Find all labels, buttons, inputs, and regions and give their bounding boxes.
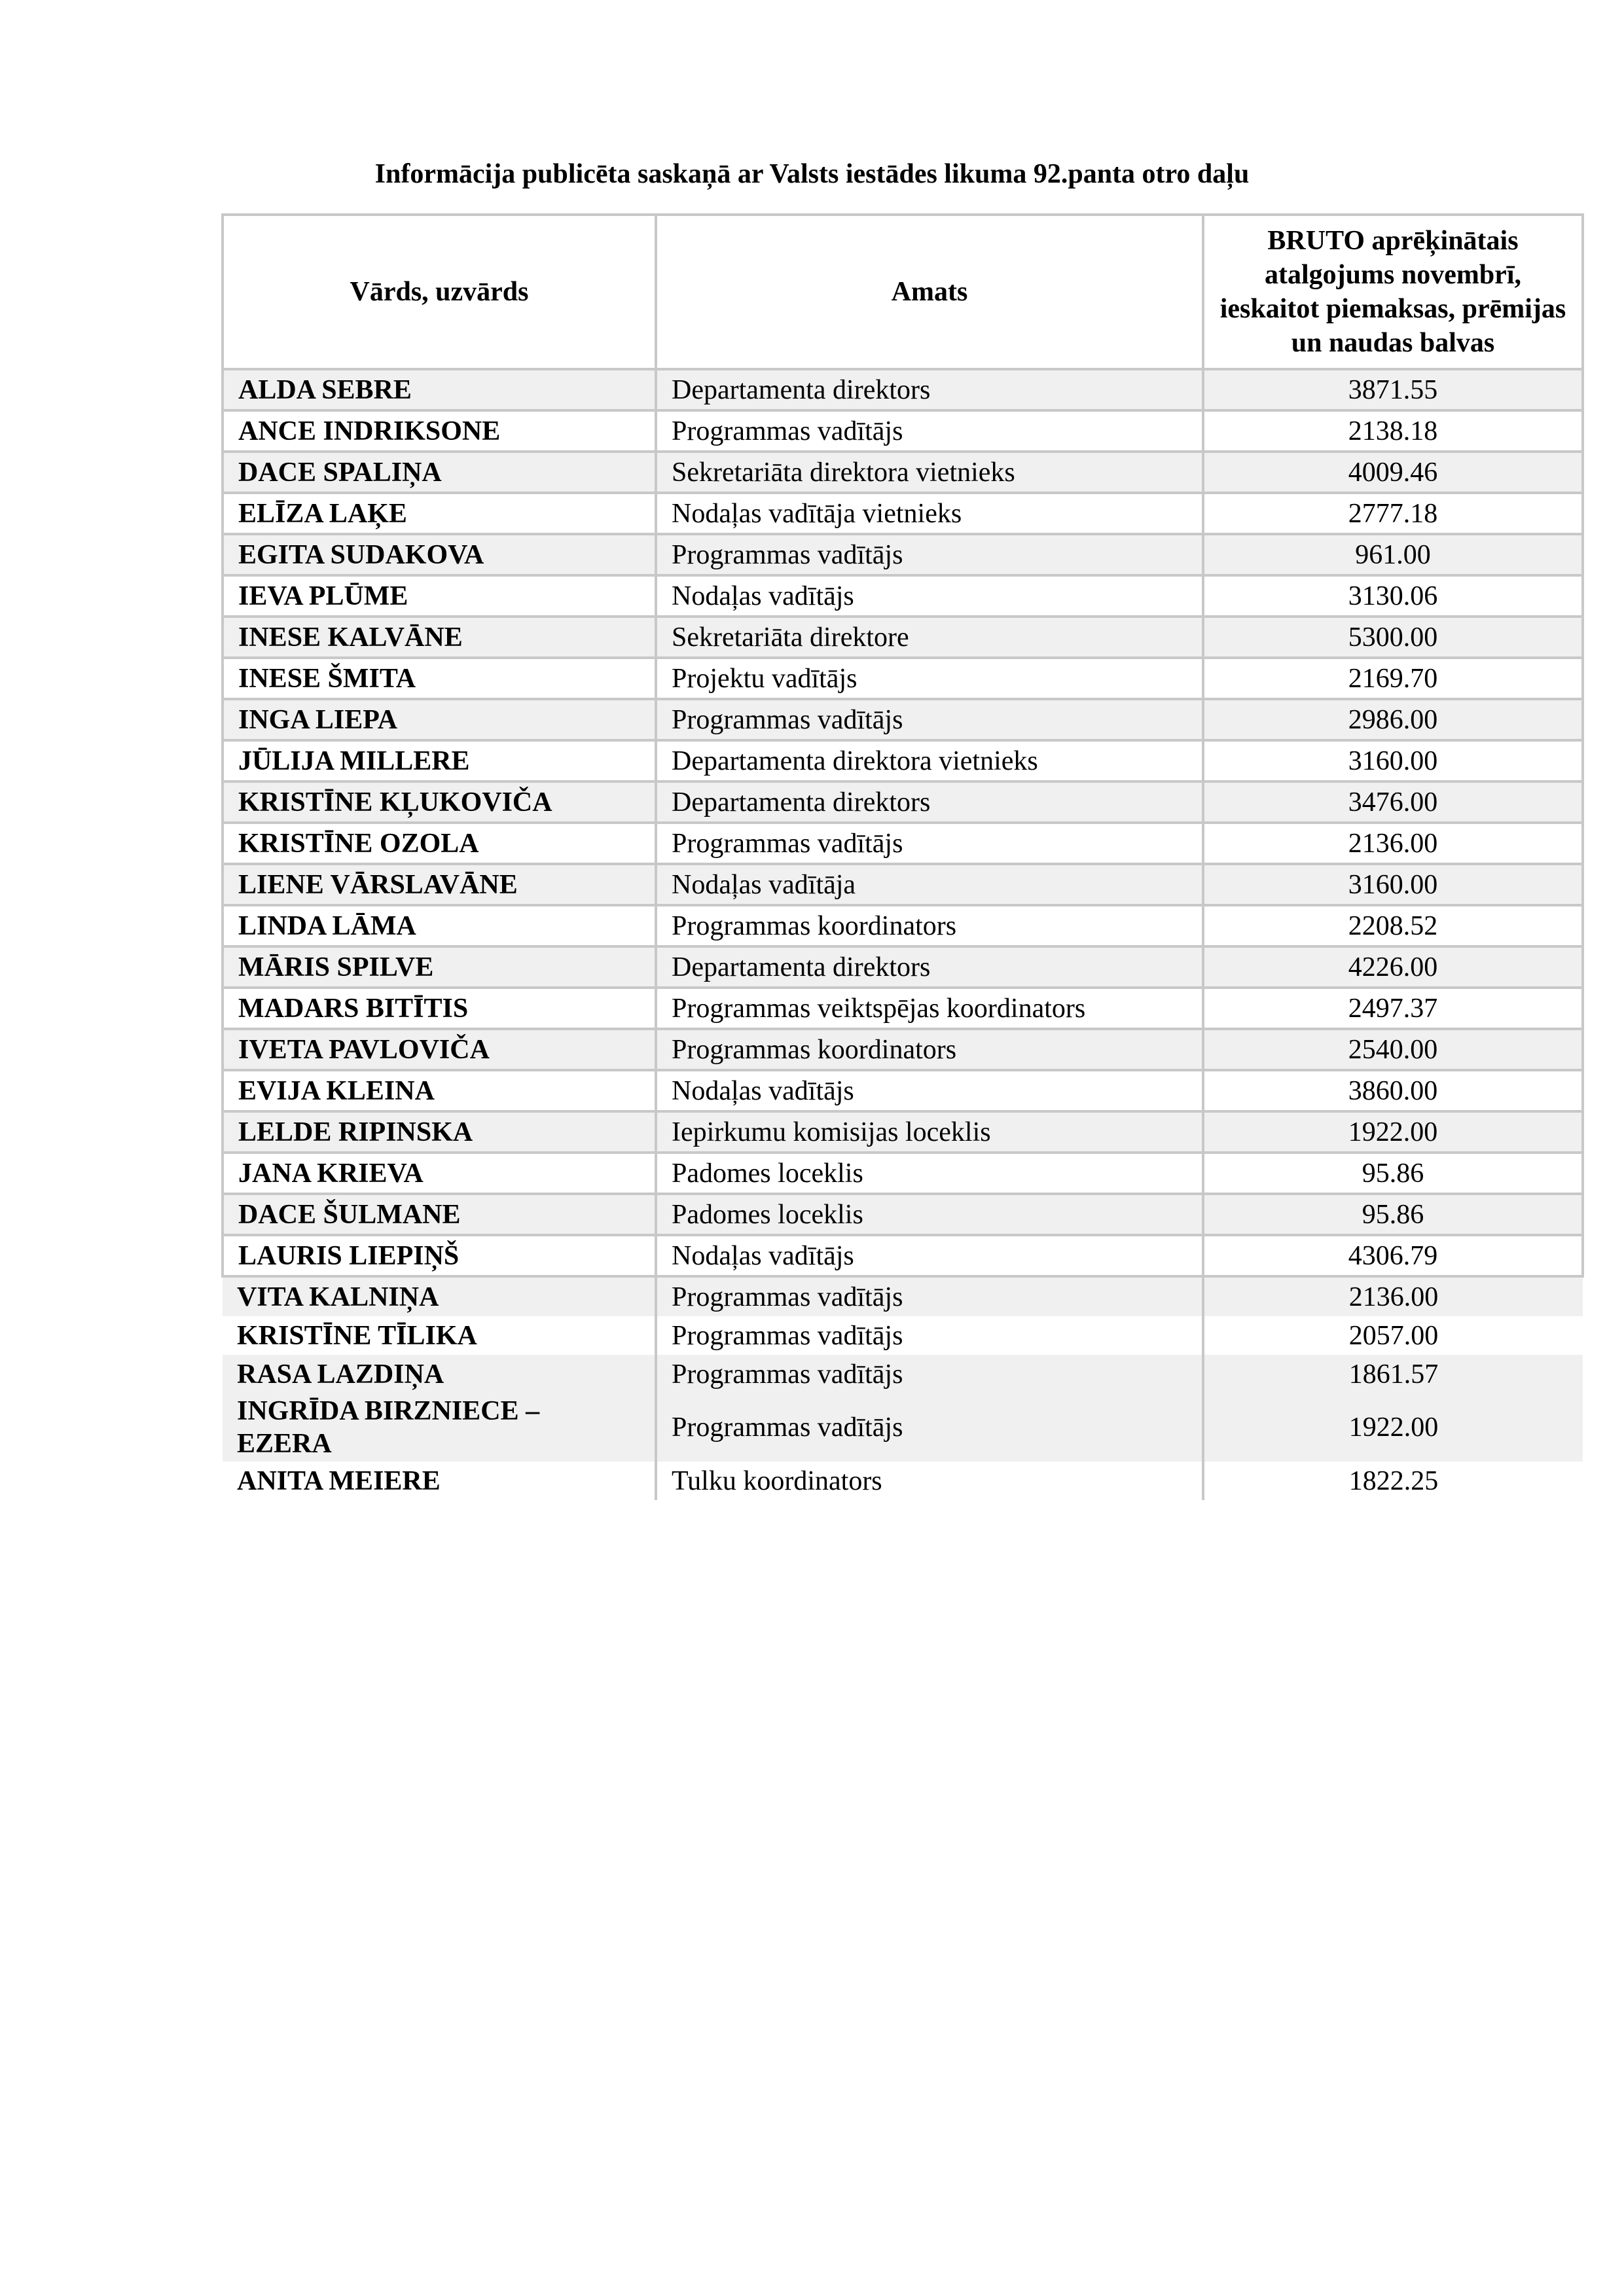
cell-position: Departamenta direktora vietnieks — [656, 740, 1203, 781]
cell-position: Nodaļas vadītājs — [656, 1235, 1203, 1276]
salary-table — [221, 213, 1584, 1500]
table-row — [223, 1111, 1583, 1153]
cell-position: Programmas vadītājs — [656, 699, 1203, 740]
cell-name: ANITA MEIERE — [223, 1462, 656, 1500]
table-header-row — [223, 215, 1583, 369]
cell-name: DACE ŠULMANE — [223, 1194, 656, 1235]
cell-position: Programmas vadītājs — [656, 410, 1203, 452]
cell-pay: 5300.00 — [1203, 617, 1583, 658]
cell-name: LAURIS LIEPIŅŠ — [223, 1235, 656, 1276]
cell-position: Tulku koordinators — [656, 1462, 1203, 1500]
cell-name: LELDE RIPINSKA — [223, 1111, 656, 1153]
cell-name: INGA LIEPA — [223, 699, 656, 740]
cell-position: Programmas veiktspējas koordinators — [656, 988, 1203, 1029]
cell-name: VITA KALNIŅA — [223, 1276, 656, 1316]
table-row — [223, 617, 1583, 658]
table-row — [223, 410, 1583, 452]
cell-name: LINDA LĀMA — [223, 905, 656, 946]
cell-name: ANCE INDRIKSONE — [223, 410, 656, 452]
cell-position: Iepirkumu komisijas loceklis — [656, 1111, 1203, 1153]
table-row — [223, 864, 1583, 905]
cell-pay: 3871.55 — [1203, 369, 1583, 410]
table-row — [223, 658, 1583, 699]
cell-position: Padomes loceklis — [656, 1194, 1203, 1235]
cell-pay: 1822.25 — [1203, 1462, 1583, 1500]
cell-pay: 2136.00 — [1203, 823, 1583, 864]
cell-position: Programmas koordinators — [656, 1029, 1203, 1070]
cell-position: Padomes loceklis — [656, 1153, 1203, 1194]
cell-pay: 2986.00 — [1203, 699, 1583, 740]
table-row — [223, 1393, 1583, 1462]
table-row — [223, 575, 1583, 617]
table-row — [223, 946, 1583, 988]
table-row — [223, 1235, 1583, 1276]
table-row — [223, 905, 1583, 946]
table-row — [223, 823, 1583, 864]
cell-name: ALDA SEBRE — [223, 369, 656, 410]
cell-name: JŪLIJA MILLERE — [223, 740, 656, 781]
cell-position: Programmas vadītājs — [656, 823, 1203, 864]
cell-pay: 2208.52 — [1203, 905, 1583, 946]
cell-pay: 2540.00 — [1203, 1029, 1583, 1070]
table-row — [223, 369, 1583, 410]
cell-name: KRISTĪNE KĻUKOVIČA — [223, 781, 656, 823]
cell-pay: 3160.00 — [1203, 864, 1583, 905]
cell-position: Programmas koordinators — [656, 905, 1203, 946]
header-name: Vārds, uzvārds — [223, 215, 656, 369]
table-row — [223, 699, 1583, 740]
cell-position: Nodaļas vadītāja vietnieks — [656, 493, 1203, 534]
cell-position: Programmas vadītājs — [656, 1393, 1203, 1462]
cell-position: Nodaļas vadītājs — [656, 575, 1203, 617]
cell-position: Programmas vadītājs — [656, 534, 1203, 575]
cell-position: Sekretariāta direktora vietnieks — [656, 452, 1203, 493]
cell-pay: 4009.46 — [1203, 452, 1583, 493]
cell-name: INESE KALVĀNE — [223, 617, 656, 658]
cell-name: ELĪZA LAĶE — [223, 493, 656, 534]
cell-name: EVIJA KLEINA — [223, 1070, 656, 1111]
cell-name: IVETA PAVLOVIČA — [223, 1029, 656, 1070]
cell-pay: 1922.00 — [1203, 1111, 1583, 1153]
cell-name: LIENE VĀRSLAVĀNE — [223, 864, 656, 905]
cell-pay: 95.86 — [1203, 1153, 1583, 1194]
cell-name: IEVA PLŪME — [223, 575, 656, 617]
cell-pay: 961.00 — [1203, 534, 1583, 575]
cell-position: Departamenta direktors — [656, 369, 1203, 410]
cell-name: INESE ŠMITA — [223, 658, 656, 699]
table-row — [223, 1316, 1583, 1355]
cell-name: DACE SPALIŅA — [223, 452, 656, 493]
cell-name: KRISTĪNE TĪLIKA — [223, 1316, 656, 1355]
cell-position: Nodaļas vadītāja — [656, 864, 1203, 905]
cell-pay: 95.86 — [1203, 1194, 1583, 1235]
cell-pay: 2136.00 — [1203, 1276, 1583, 1316]
table-row — [223, 781, 1583, 823]
cell-pay: 2497.37 — [1203, 988, 1583, 1029]
table-row — [223, 452, 1583, 493]
cell-name: JANA KRIEVA — [223, 1153, 656, 1194]
table-row — [223, 1029, 1583, 1070]
cell-name: MADARS BITĪTIS — [223, 988, 656, 1029]
table-row — [223, 1070, 1583, 1111]
cell-position: Programmas vadītājs — [656, 1355, 1203, 1393]
cell-pay: 3476.00 — [1203, 781, 1583, 823]
cell-position: Projektu vadītājs — [656, 658, 1203, 699]
cell-pay: 4226.00 — [1203, 946, 1583, 988]
cell-position: Sekretariāta direktore — [656, 617, 1203, 658]
cell-pay: 4306.79 — [1203, 1235, 1583, 1276]
cell-name: MĀRIS SPILVE — [223, 946, 656, 988]
table-row — [223, 1153, 1583, 1194]
cell-pay: 2169.70 — [1203, 658, 1583, 699]
cell-pay: 2057.00 — [1203, 1316, 1583, 1355]
cell-pay: 3860.00 — [1203, 1070, 1583, 1111]
cell-position: Departamenta direktors — [656, 946, 1203, 988]
table-row — [223, 988, 1583, 1029]
cell-pay: 3130.06 — [1203, 575, 1583, 617]
cell-pay: 2138.18 — [1203, 410, 1583, 452]
cell-pay: 3160.00 — [1203, 740, 1583, 781]
table-row — [223, 1462, 1583, 1500]
cell-pay: 1922.00 — [1203, 1393, 1583, 1462]
header-position: Amats — [656, 215, 1203, 369]
cell-pay: 2777.18 — [1203, 493, 1583, 534]
table-body — [223, 369, 1583, 1500]
table-row — [223, 1355, 1583, 1393]
salary-table-wrapper — [221, 213, 1584, 1500]
cell-position: Nodaļas vadītājs — [656, 1070, 1203, 1111]
cell-name: RASA LAZDIŅA — [223, 1355, 656, 1393]
table-row — [223, 1276, 1583, 1316]
cell-name: INGRĪDA BIRZNIECE – EZERA — [223, 1393, 656, 1462]
page-title: Informācija publicēta saskaņā ar Valsts iestādes likuma 92.panta otro daļu — [374, 159, 1250, 189]
cell-position: Programmas vadītājs — [656, 1276, 1203, 1316]
cell-name: KRISTĪNE OZOLA — [223, 823, 656, 864]
cell-pay: 1861.57 — [1203, 1355, 1583, 1393]
table-row — [223, 534, 1583, 575]
cell-name: EGITA SUDAKOVA — [223, 534, 656, 575]
table-row — [223, 1194, 1583, 1235]
header-pay: BRUTO aprēķinātais atalgojums novembrī, ieskaitot piemaksas, prēmijas un naudas balvas — [1203, 215, 1583, 369]
cell-position: Programmas vadītājs — [656, 1316, 1203, 1355]
table-row — [223, 493, 1583, 534]
cell-position: Departamenta direktors — [656, 781, 1203, 823]
table-row — [223, 740, 1583, 781]
